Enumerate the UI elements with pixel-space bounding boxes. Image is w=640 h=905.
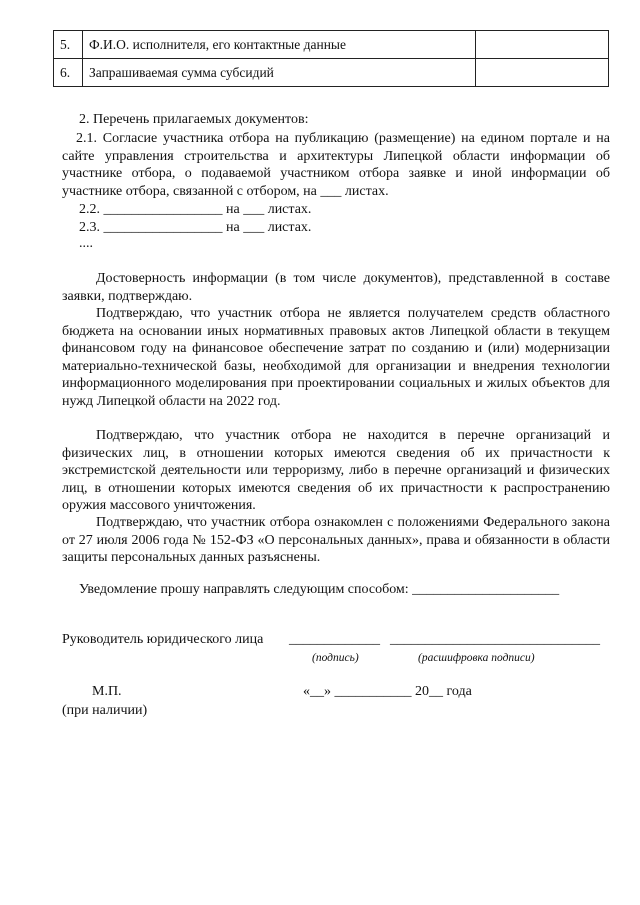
date-line: «__» ___________ 20__ года (303, 684, 472, 699)
docs-item-2: 2.2. _________________ на ___ листах. (79, 202, 312, 217)
row-label: Ф.И.О. исполнителя, его контактные данные (83, 31, 476, 59)
confirm-paragraph-3: Подтверждаю, что участник отбора не находится в перечне организаций и физических лиц, в отношении которых имеются сведения об их причастности к экстремистской деятельности или терроризму, либо в перечне организаций и физических лиц, в отношении которых имеются сведения об их причастности к распространению оружия массового уничтожения. (62, 428, 610, 513)
decode-caption: (расшифровка подписи) (418, 652, 535, 664)
row-value (476, 59, 609, 87)
docs-heading: 2. Перечень прилагаемых документов: (79, 112, 309, 127)
docs-item-3: 2.3. _________________ на ___ листах. (79, 220, 312, 235)
confirm-paragraph-2: Подтверждаю, что участник отбора не является получателем средств областного бюджета на основании иных нормативных правовых актов Липецкой области в текущем финансовом году на финансовое обеспечение затрат по созданию и (или) модернизации материально-технической базы, необходимой для организации и внедрения технологии информационного моделирования при проектировании социальных и жилых объектов для нужд Липецкой области на 2022 год. (62, 306, 610, 409)
table-row (54, 31, 609, 59)
row-number: 5. (54, 31, 83, 59)
signature-line: _____________ (289, 632, 380, 647)
stamp-mp: М.П. (92, 684, 122, 699)
stamp-if-any: (при наличии) (62, 703, 148, 718)
docs-more: .... (79, 236, 93, 251)
table-row (54, 59, 609, 87)
docs-item-1: 2.1. Согласие участника отбора на публикацию (размещение) на едином портале и на сайте управления строительства и архитектуры Липецкой области информации об участнике отбора, о подаваемой участником отбора заявке и иной информации об участнике отбора, связанной с отбором, на ___ листах. (62, 131, 610, 199)
signature-caption: (подпись) (312, 652, 359, 664)
info-table (53, 30, 609, 87)
row-value (476, 31, 609, 59)
confirm-paragraph-4: Подтверждаю, что участник отбора ознакомлен с положениями Федерального закона от 27 июля 2006 года № 152-ФЗ «О персональных данных», права и обязанности в области защиты персональных данных разъяснены. (62, 515, 610, 565)
row-number: 6. (54, 59, 83, 87)
signature-title: Руководитель юридического лица (62, 632, 264, 647)
notice-line: Уведомление прошу направлять следующим способом: _____________________ (79, 582, 560, 597)
row-label: Запрашиваемая сумма субсидий (83, 59, 476, 87)
decode-line: ______________________________ (390, 632, 600, 647)
confirm-paragraph-1: Достоверность информации (в том числе документов), представленной в составе заявки, подтверждаю. (62, 271, 610, 304)
